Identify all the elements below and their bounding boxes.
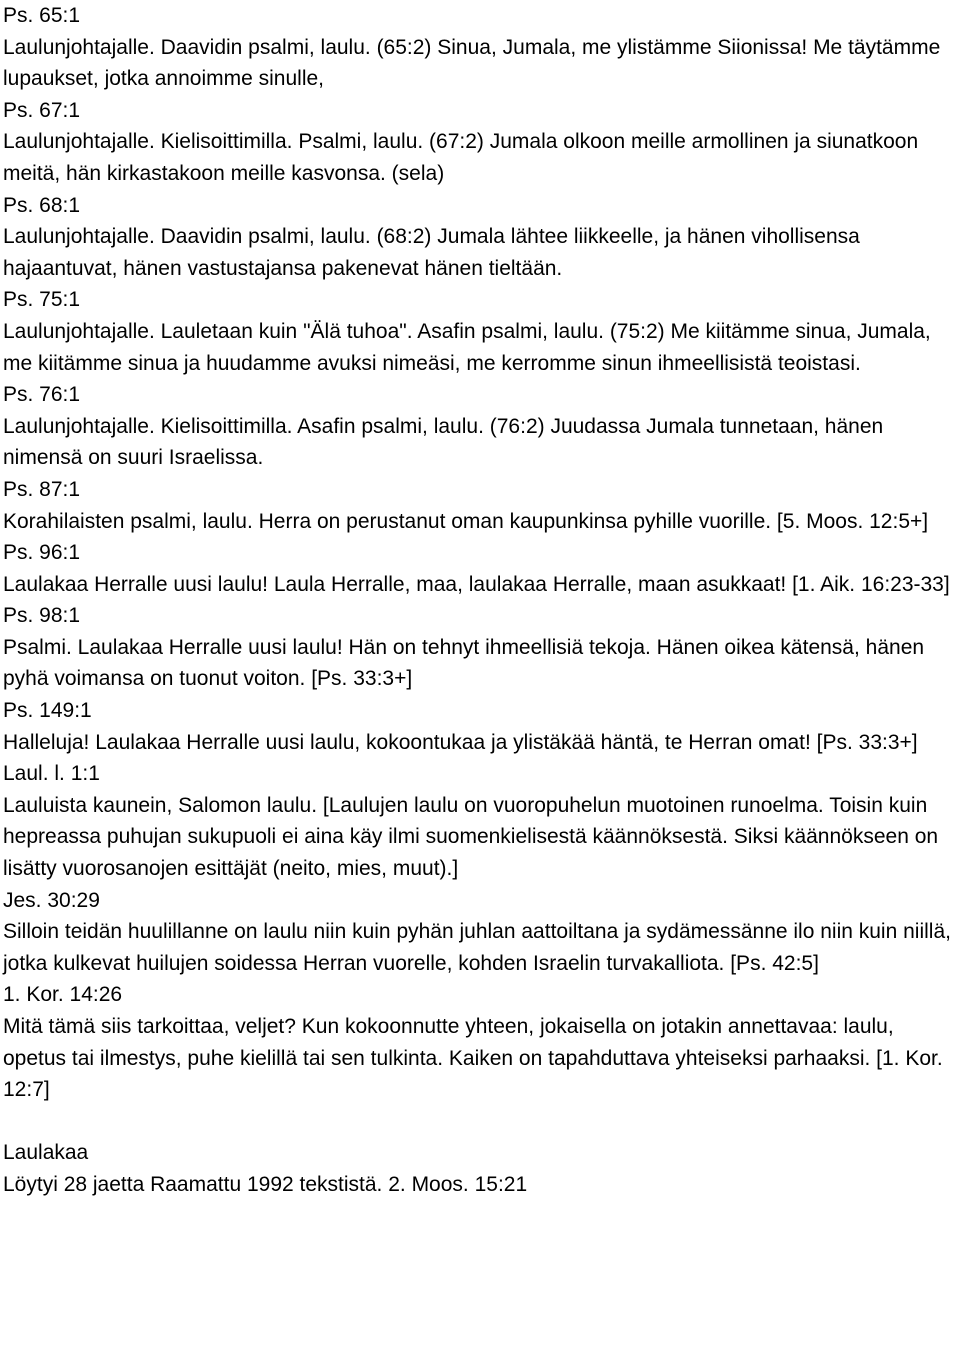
verse-entry: [3, 537, 959, 600]
verse-body-segment: (75:2) Me kiitämme sinua, Jumala, me kiitämme sinua ja huudamme avuksi nimeäsi, me kerromme sinun ihmeellisistä teoistasi.: [3, 319, 931, 375]
verse-entry: [3, 95, 959, 190]
verse-entry: [3, 758, 959, 884]
verse-heading-segment: Lauluista kaunein, Salomon laulu.: [3, 793, 318, 817]
verse-entry: [3, 695, 959, 758]
verse-entry: [3, 0, 959, 95]
verse-text: [3, 126, 959, 189]
verse-entry: [3, 600, 959, 695]
verse-heading-segment: Laulunjohtajalle. Lauletaan kuin "Älä tuhoa". Asafin psalmi, laulu.: [3, 319, 604, 343]
verse-reference: Ps. 87:1: [3, 477, 81, 501]
verse-text: [3, 632, 959, 695]
verse-body-segment: (76:2) Juudassa Jumala tunnetaan, hänen nimensä on suuri Israelissa.: [3, 414, 884, 470]
verse-body-segment: Silloin teidän huulillanne on laulu niin kuin pyhän juhlan aattoiltana ja sydämessänne ilo niin kuin niillä, jotka kulkevat huilujen soidessa Herran vuorelle, kohden Israelin turvakalliota. [Ps. 42:5]: [3, 920, 951, 975]
verse-body-segment: (65:2) Sinua, Jumala, me ylistämme Siionissa! Me täytämme lupaukset, jotka annoimme sinulle,: [3, 35, 941, 91]
search-result-summary: Löytyi 28 jaetta Raamattu 1992 tekstistä. 2. Moos. 15:21: [3, 1172, 528, 1196]
verse-entry: [3, 190, 959, 285]
verse-heading-segment: Laulakaa Herralle uusi laulu!: [3, 572, 268, 596]
verse-body-segment: (68:2) Jumala lähtee liikkeelle, ja hänen vihollisensa hajaantuvat, hänen vastustajansa pakenevat hänen tieltään.: [3, 225, 860, 280]
verse-text: [3, 569, 959, 601]
verse-text: [3, 411, 959, 474]
verse-reference: Ps. 68:1: [3, 193, 81, 217]
verse-text: [3, 32, 959, 95]
blank-line: [3, 1106, 959, 1138]
verse-heading-segment: Halleluja! Laulakaa Herralle uusi laulu, kokoontukaa ja ylistäkää häntä, te Herran omat! [Ps. 33:3+]: [3, 730, 918, 754]
verse-heading-segment: Psalmi. Laulakaa Herralle uusi laulu!: [3, 635, 343, 659]
verse-reference: Ps. 98:1: [3, 604, 81, 628]
verse-text: [3, 506, 959, 538]
verse-text: [3, 316, 959, 379]
verse-reference: Ps. 96:1: [3, 541, 81, 565]
verse-reference: Ps. 149:1: [3, 699, 92, 723]
verse-entry: [3, 979, 959, 1105]
verse-list: [3, 0, 959, 1106]
search-term-title: Laulakaa: [3, 1141, 89, 1165]
verse-text: [3, 1011, 959, 1106]
verse-body-segment: [Laulujen laulu on vuoropuhelun muotoinen runoelma. Toisin kuin hepreassa puhujan sukupuoli ei aina käy ilmi suomenkielisestä käännöksestä. Siksi käännökseen on lisätty vuorosanojen esittäjät (neito, mies, muut).]: [3, 793, 939, 881]
verse-entry: [3, 474, 959, 537]
verse-body-segment: Hän on tehnyt ihmeellisiä tekoja. Hänen oikea kätensä, hänen pyhä voimansa on tuonut voiton. [Ps. 33:3+]: [3, 635, 925, 691]
verse-heading-segment: Laulunjohtajalle. Daavidin psalmi, laulu.: [3, 225, 371, 249]
verse-body-segment: Laula Herralle, maa, laulakaa Herralle, maan asukkaat! [1. Aik. 16:23-33]: [268, 572, 950, 596]
verse-reference: Ps. 67:1: [3, 98, 81, 122]
verse-text: [3, 916, 959, 979]
verse-reference: Ps. 76:1: [3, 383, 81, 407]
verse-body-segment: (67:2) Jumala olkoon meille armollinen ja siunatkoon meitä, hän kirkastakoon meille kasvonsa. (sela): [3, 130, 919, 185]
verse-reference: Ps. 65:1: [3, 4, 81, 27]
verse-text: [3, 727, 959, 759]
verse-entry: [3, 379, 959, 474]
verse-reference: Laul. l. 1:1: [3, 762, 100, 786]
verse-heading-segment: Korahilaisten psalmi, laulu.: [3, 509, 253, 533]
verse-entry: [3, 885, 959, 980]
verse-reference: Ps. 75:1: [3, 288, 81, 312]
verse-heading-segment: Laulunjohtajalle. Kielisoittimilla. Asafin psalmi, laulu.: [3, 414, 484, 438]
verse-reference: Jes. 30:29: [3, 888, 100, 912]
verse-body-segment: Mitä tämä siis tarkoittaa, veljet? Kun kokoonnutte yhteen, jokaisella on jotakin annettavaa: laulu, opetus tai ilmestys, puhe kielillä tai sen tulkinta. Kaiken on tapahduttava yhteiseksi parhaaksi. [1. Kor. 12:7]: [3, 1015, 943, 1102]
verse-heading-segment: Laulunjohtajalle. Daavidin psalmi, laulu.: [3, 35, 371, 59]
verse-heading-segment: Laulunjohtajalle. Kielisoittimilla. Psalmi, laulu.: [3, 130, 424, 154]
verse-entry: [3, 284, 959, 379]
verse-reference: 1. Kor. 14:26: [3, 983, 123, 1007]
verse-text: [3, 790, 959, 885]
verse-text: [3, 221, 959, 284]
verse-body-segment: Herra on perustanut oman kaupunkinsa pyhille vuorille. [5. Moos. 12:5+]: [252, 509, 929, 533]
